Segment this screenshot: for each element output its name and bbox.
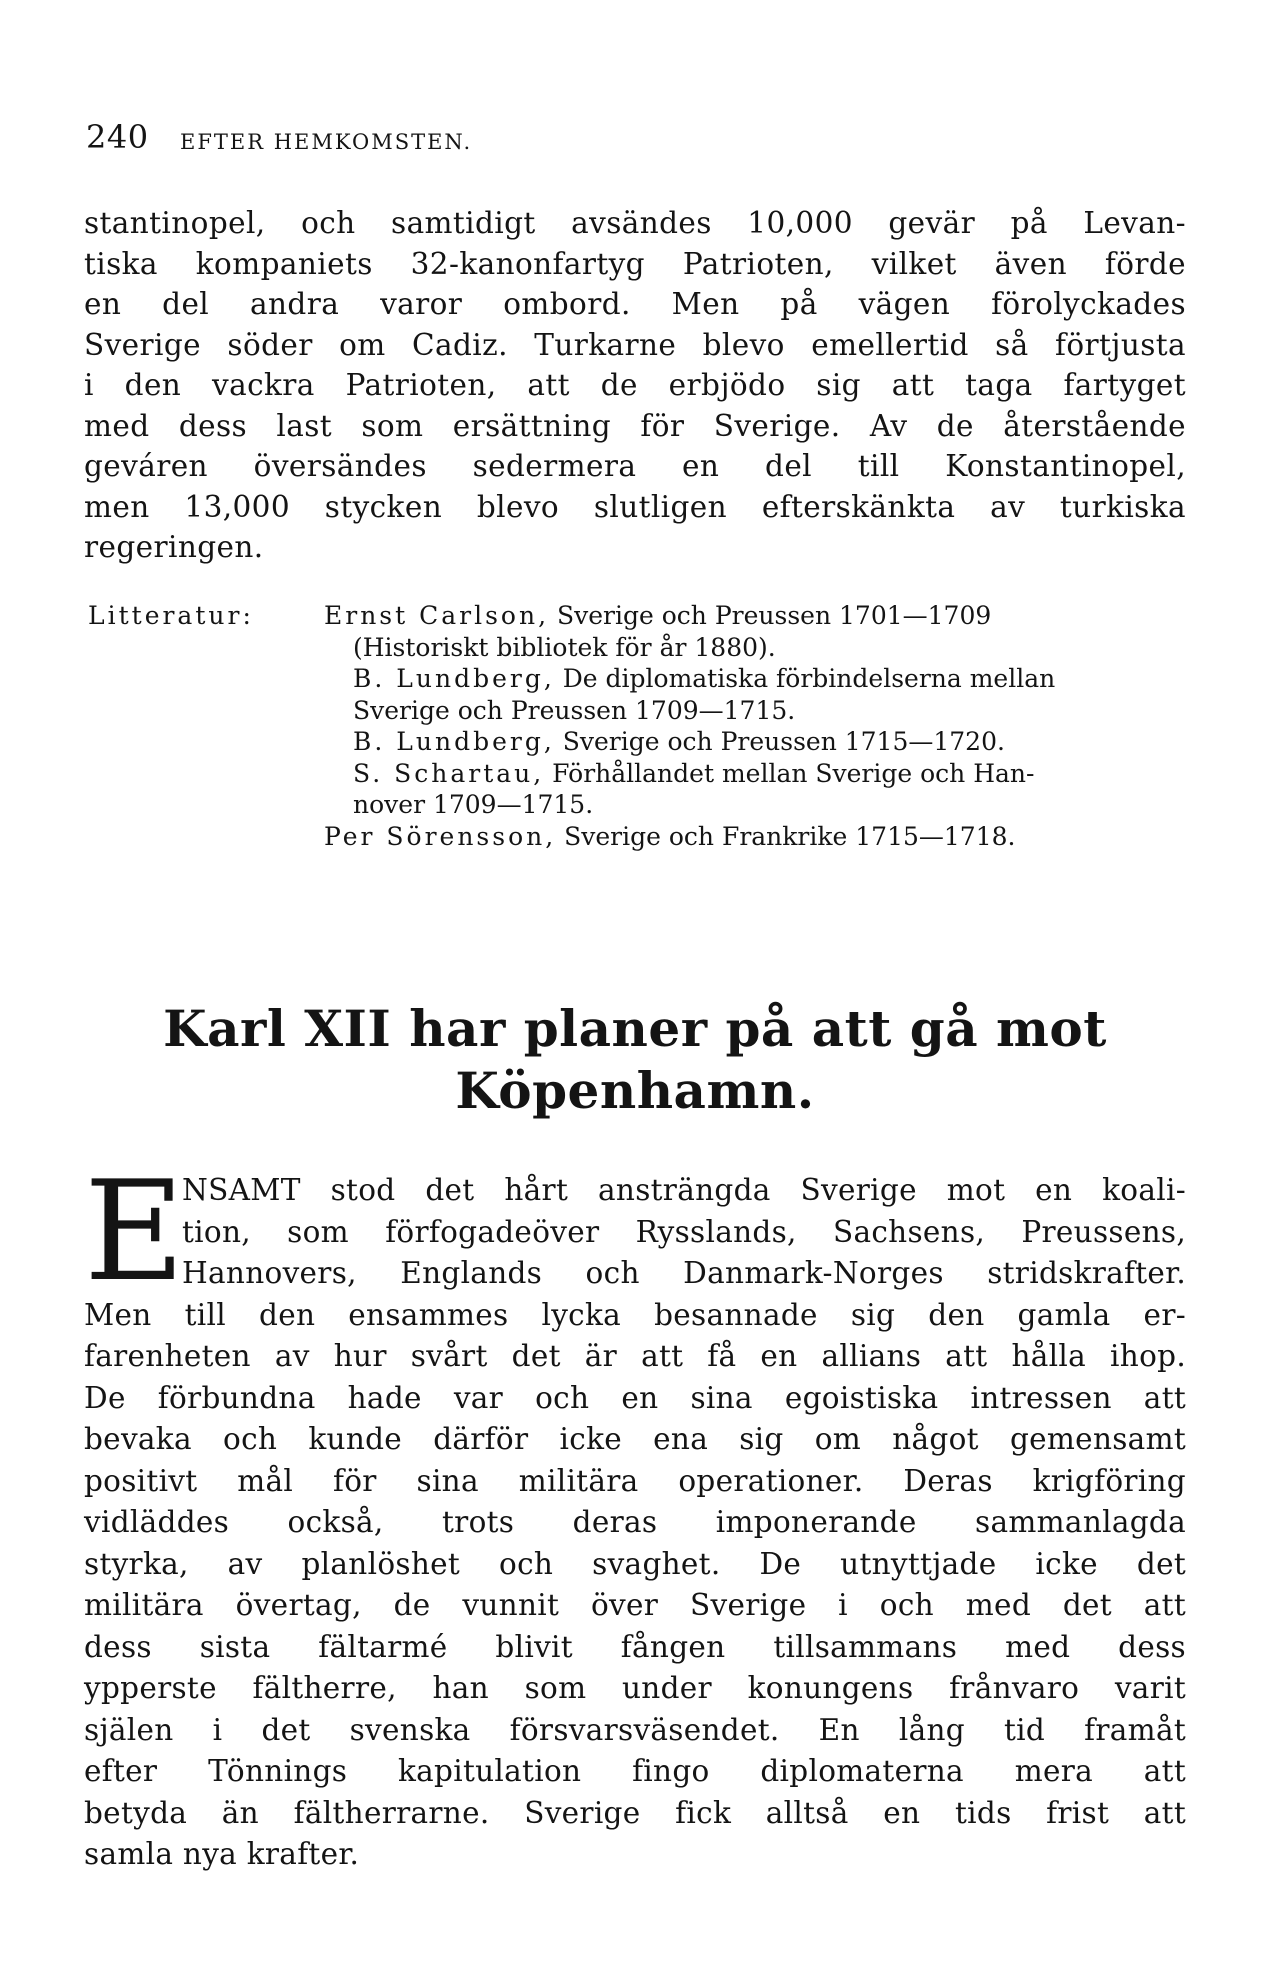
text-line: geváren översändes sedermera en del till Konstantinopel, [84, 449, 1186, 483]
running-head [86, 118, 1186, 168]
text-line: stantinopel, och samtidigt avsändes 10,000 gevär på Levan- [84, 206, 1186, 240]
literature-continuation: nover 1709—1715. [353, 790, 594, 819]
literature-list [88, 600, 1188, 852]
page-number: 240 [86, 118, 149, 156]
chapter-heading [84, 998, 1186, 1122]
chapter-heading-line: Köpenhamn. [455, 1061, 815, 1120]
text-line: Men till den ensammes lycka besannade sig den gamla er- [84, 1297, 1186, 1332]
literature-author: Ernst Carlson, [324, 601, 550, 630]
literature-title: Förhållandet mellan Sverige och Han- [552, 758, 1035, 788]
text-line: tion, som förfogadeöver Rysslands, Sachsens, Preussens, [182, 1214, 1186, 1249]
literature-title: Sverige och Preussen 1701—1709 [557, 601, 992, 630]
text-line: men 13,000 stycken blevo slutligen efterskänkta av turkiska [84, 489, 1186, 524]
text-line: Sverige söder om Cadiz. Turkarne blevo emellertid så förtjusta [84, 327, 1186, 362]
text-line: regeringen. [84, 530, 264, 564]
running-title: EFTER HEMKOMSTEN. [180, 130, 473, 154]
literature-entry [88, 758, 1188, 790]
text-line: betyda än fältherrarne. Sverige fick alltså en tids frist att [84, 1795, 1186, 1830]
literature-label: Litteratur: [88, 601, 254, 630]
text-line: efter Tönnings kapitulation fingo diplomaterna mera att [84, 1754, 1186, 1788]
text-line: själen i det svenska försvarsväsendet. En lång tid framåt [84, 1712, 1186, 1747]
text-line: militära övertag, de vunnit över Sverige i och med det att [84, 1588, 1186, 1622]
main-paragraph [84, 1151, 1186, 1876]
literature-continuation: (Historiskt bibliotek för år 1880). [353, 632, 776, 662]
text-line: dess sista fältarmé blivit fången tillsammans med dess [84, 1629, 1186, 1664]
intro-paragraph [84, 203, 1186, 568]
text-line: positivt mål för sina militära operationer. Deras krigföring [84, 1463, 1186, 1498]
text-line: tiska kompaniets 32-kanonfartyg Patrioten, vilket även förde [84, 246, 1186, 281]
text-line: Hannovers, Englands och Danmark-Norges stridskrafter. [182, 1256, 1186, 1290]
text-line: ypperste fältherre, han som under konungens frånvaro varit [84, 1671, 1186, 1705]
drop-cap: E [84, 1151, 186, 1312]
literature-author: S. Schartau, [353, 758, 545, 788]
literature-entry [88, 821, 1188, 853]
text-line: styrka, av planlöshet och svaghet. De utnyttjade icke det [84, 1546, 1186, 1581]
text-line: i den vackra Patrioten, att de erbjödo sig att taga fartyget [84, 368, 1186, 402]
text-line: vidläddes också, trots deras imponerande sammanlagda [84, 1505, 1186, 1539]
literature-entry [88, 600, 1188, 632]
literature-entry [88, 663, 1188, 695]
text-line: samla nya krafter. [84, 1837, 360, 1871]
text-line: farenheten av hur svårt det är att få en allians att hålla ihop. [84, 1339, 1186, 1373]
literature-title: De diplomatiska förbindelserna mellan [562, 664, 1056, 693]
chapter-heading-line: Karl XII har planer på att gå mot [163, 999, 1107, 1058]
literature-entry [88, 726, 1188, 758]
literature-author: B. Lundberg, [353, 727, 555, 756]
text-line: med dess last som ersättning för Sverige. Av de återstående [84, 408, 1186, 443]
literature-author: B. Lundberg, [353, 664, 555, 693]
text-line: en del andra varor ombord. Men på vägen förolyckades [84, 287, 1186, 321]
text-line: NSAMT stod det hårt ansträngda Sverige mot en koali- [182, 1173, 1186, 1207]
literature-title: Sverige och Frankrike 1715—1718. [564, 821, 1016, 851]
text-line: bevaka och kunde därför icke ena sig om något gemensamt [84, 1422, 1186, 1456]
literature-title: Sverige och Preussen 1715—1720. [562, 727, 1005, 756]
literature-author: Per Sörensson, [324, 821, 557, 851]
literature-continuation: Sverige och Preussen 1709—1715. [353, 695, 796, 725]
text-line: De förbundna hade var och en sina egoistiska intressen att [84, 1380, 1186, 1415]
